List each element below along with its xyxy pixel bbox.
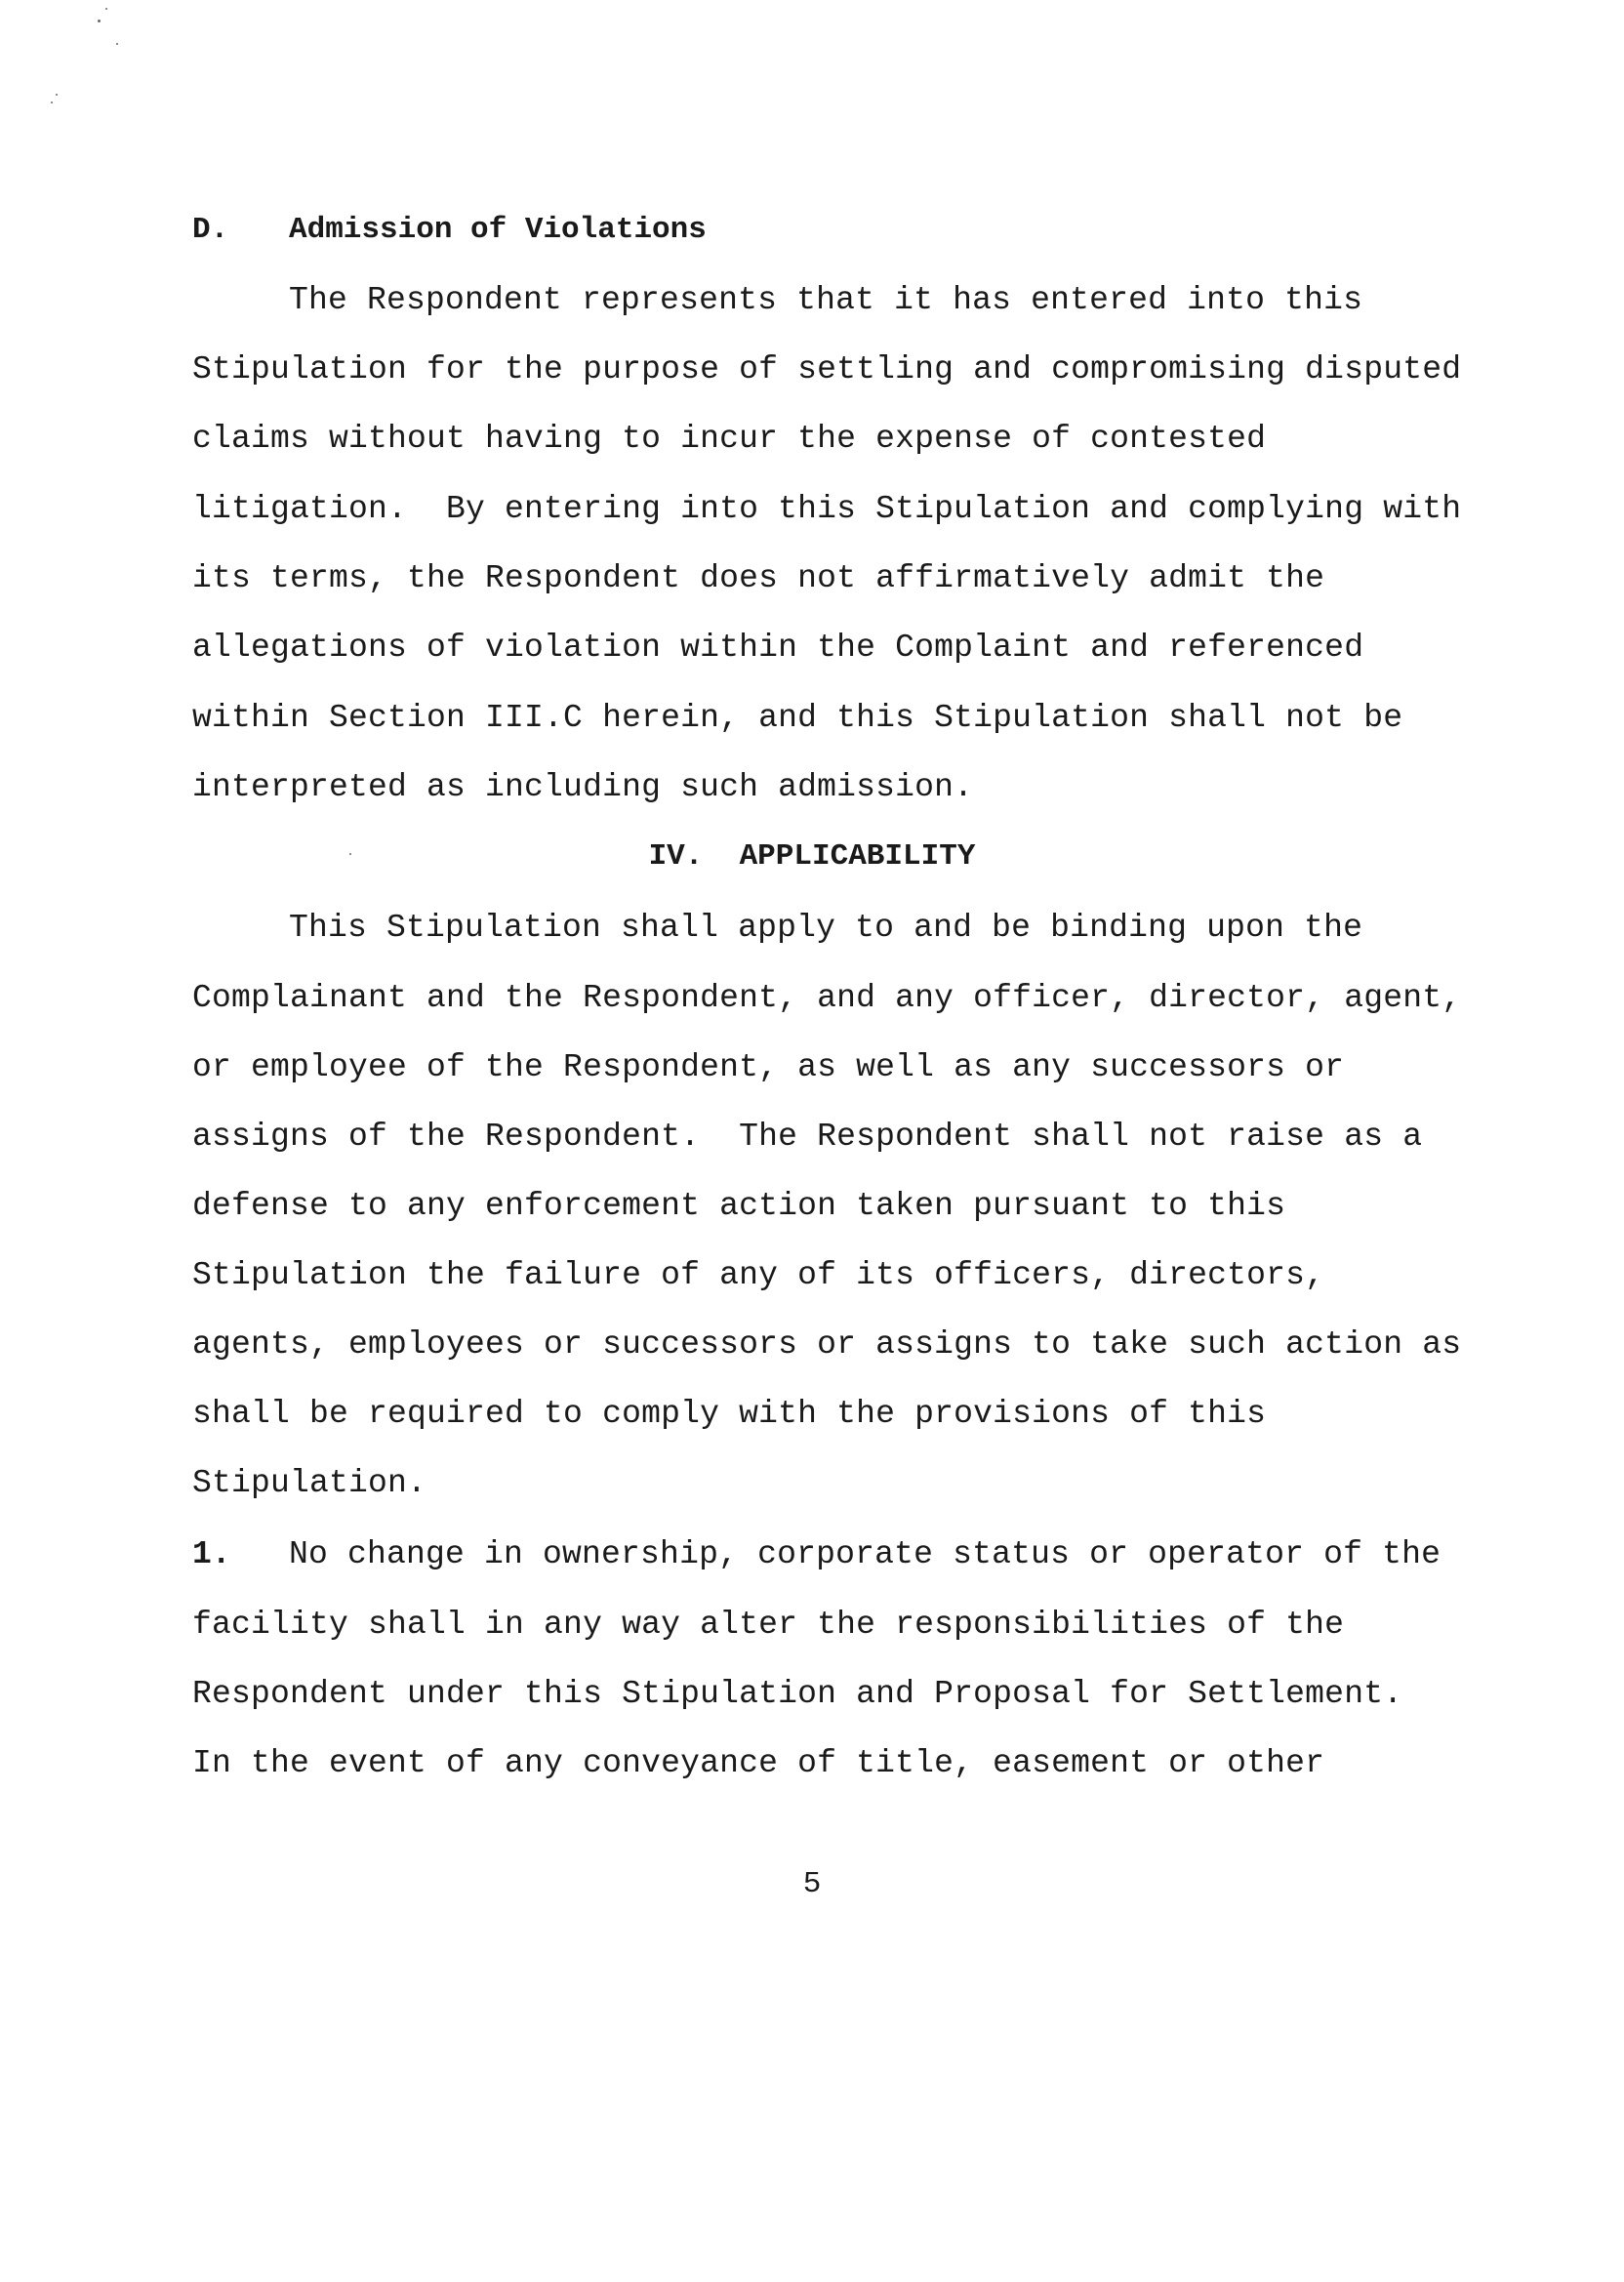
paragraph-line: The Respondent represents that it has entered into this [289,282,1363,318]
paragraph-line: within Section III.C herein, and this Stipulation shall not be [192,700,1403,736]
paragraph-line: agents, employees or successors or assigns to take such action as [192,1326,1462,1363]
page-number: 5 [802,1867,822,1901]
paragraph-line: litigation. By entering into this Stipulation and complying with [192,491,1462,527]
paragraph-line: Complainant and the Respondent, and any officer, director, agent, [192,980,1462,1016]
paragraph-line: No change in ownership, corporate status or operator of the [289,1536,1441,1572]
item-number: 1. [192,1536,231,1572]
paragraph-line: defense to any enforcement action taken pursuant to this [192,1188,1286,1224]
scan-speck [51,102,53,103]
paragraph-line: facility shall in any way alter the responsibilities of the [192,1607,1345,1643]
scan-speck [56,94,58,96]
paragraph-line: or employee of the Respondent, as well as any successors or [192,1049,1345,1085]
paragraph-line: Stipulation the failure of any of its officers, directors, [192,1257,1325,1293]
paragraph-line: In the event of any conveyance of title, easement or other [192,1745,1325,1781]
paragraph-line: allegations of violation within the Complaint and referenced [192,630,1364,666]
section-title: IV. APPLICABILITY [648,839,976,874]
paragraph-line: Stipulation. [192,1465,427,1501]
section-heading: Admission of Violations [289,213,707,247]
scan-speck [98,20,101,22]
paragraph-line: claims without having to incur the expense of contested [192,421,1267,457]
scan-speck [105,8,107,10]
paragraph-line: shall be required to comply with the provisions of this [192,1396,1267,1432]
paragraph-line: interpreted as including such admission. [192,769,974,805]
paragraph-line: Respondent under this Stipulation and Proposal for Settlement. [192,1676,1403,1712]
paragraph-line: This Stipulation shall apply to and be binding upon the [289,910,1363,946]
paragraph-line: its terms, the Respondent does not affirmatively admit the [192,560,1325,596]
scan-speck [116,43,118,45]
section-letter: D. [192,213,229,247]
paragraph-line: Stipulation for the purpose of settling and compromising disputed [192,351,1462,387]
paragraph-line: assigns of the Respondent. The Respondent shall not raise as a [192,1119,1423,1155]
